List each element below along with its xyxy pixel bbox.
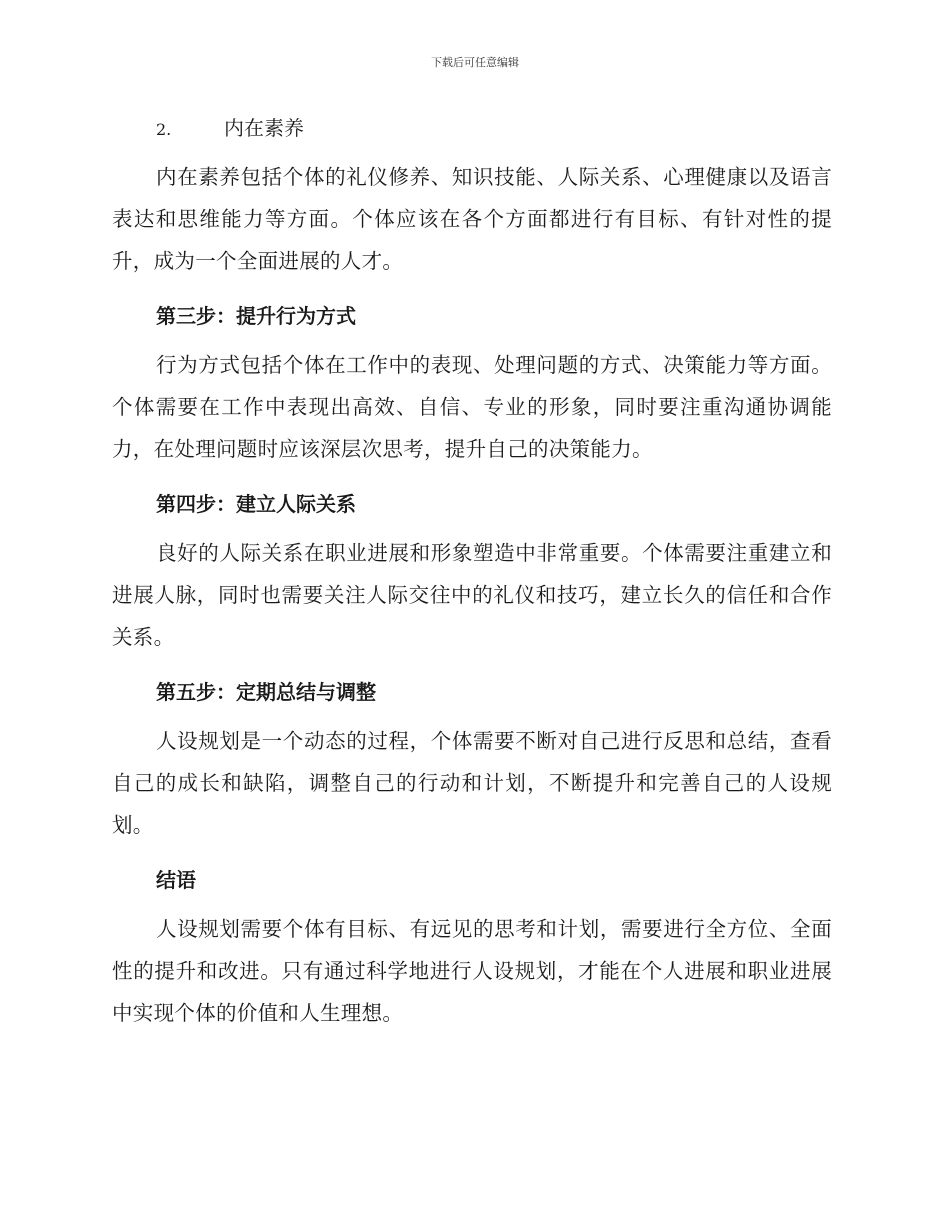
document-body	[112, 108, 832, 1048]
paragraph-relationships: 良好的人际关系在职业进展和形象塑造中非常重要。个体需要注重建立和进展人脉，同时也需要关注人际交往中的礼仪和技巧，建立长久的信任和合作关系。	[112, 541, 832, 649]
list-title: 内在素养	[224, 116, 304, 140]
list-number: 2.	[156, 120, 172, 139]
paragraph-review: 人设规划是一个动态的过程，个体需要不断对自己进行反思和总结，查看自己的成长和缺陷，调整自己的行动和计划，不断提升和完善自己的人设规划。	[112, 729, 832, 837]
paragraph-conclusion: 人设规划需要个体有目标、有远见的思考和计划，需要进行全方位、全面性的提升和改进。只有通过科学地进行人设规划，才能在个人进展和职业进展中实现个体的价值和人生理想。	[112, 917, 832, 1025]
section-heading-inner-qualities	[112, 108, 832, 150]
page-header: 下载后可任意编辑	[431, 56, 519, 69]
heading-step-3: 第三步：提升行为方式	[156, 304, 356, 328]
heading-conclusion: 结语	[156, 868, 196, 892]
paragraph-behavior: 行为方式包括个体在工作中的表现、处理问题的方式、决策能力等方面。个体需要在工作中表现出高效、自信、专业的形象，同时要注重沟通协调能力，在处理问题时应该深层次思考，提升自己的决策能力。	[112, 353, 832, 461]
heading-step-4: 第四步：建立人际关系	[156, 492, 356, 516]
paragraph-inner-qualities: 内在素养包括个体的礼仪修养、知识技能、人际关系、心理健康以及语言表达和思维能力等方面。个体应该在各个方面都进行有目标、有针对性的提升，成为一个全面进展的人才。	[112, 165, 832, 273]
heading-step-5: 第五步：定期总结与调整	[156, 680, 376, 704]
